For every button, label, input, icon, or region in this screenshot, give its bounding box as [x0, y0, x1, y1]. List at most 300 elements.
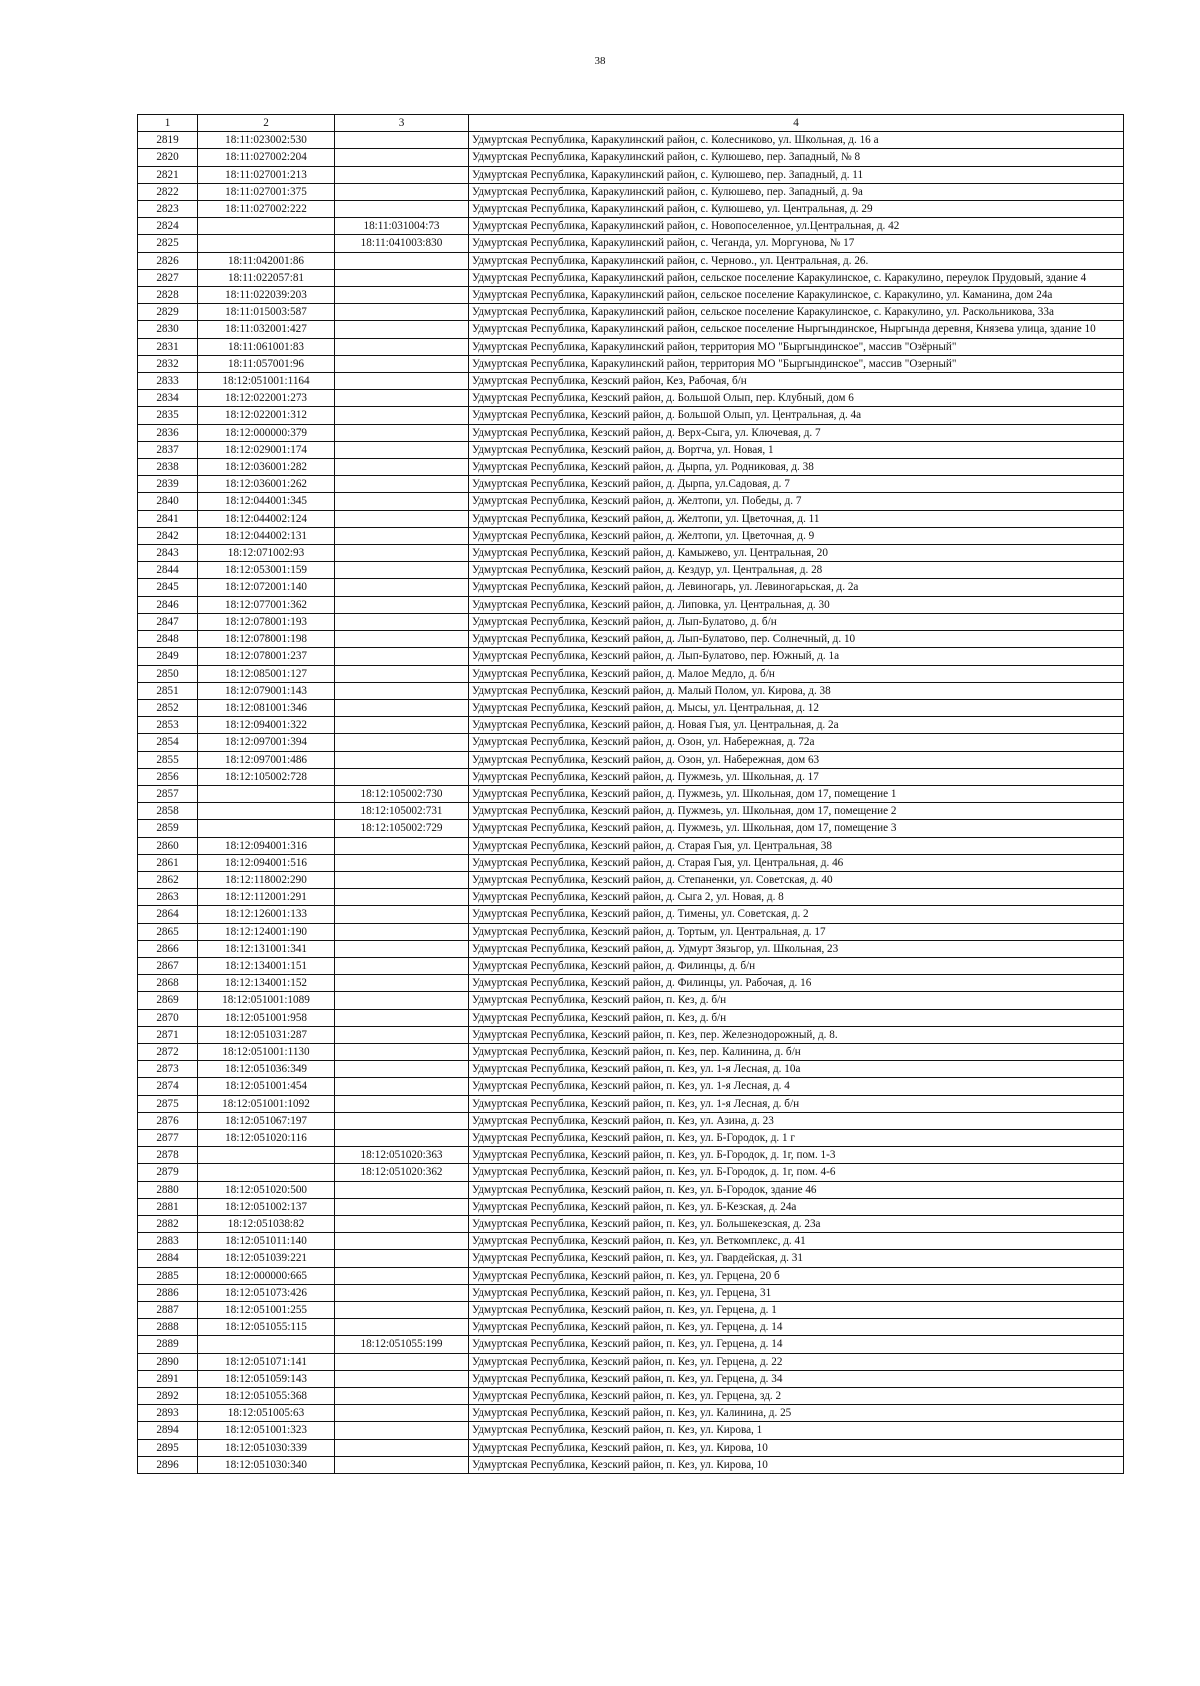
row-number-cell: 2864 — [138, 906, 198, 923]
row-number-cell: 2883 — [138, 1233, 198, 1250]
cadastral-number-cell: 18:12:124001:190 — [198, 923, 335, 940]
table-row — [138, 871, 1124, 888]
table-row — [138, 373, 1124, 390]
row-number-cell: 2891 — [138, 1370, 198, 1387]
row-number-cell: 2884 — [138, 1250, 198, 1267]
address-cell: Удмуртская Республика, Кезский район, п. Кез, ул. Герцена, д. 14 — [469, 1336, 1124, 1353]
premises-cadastral-number-cell — [335, 1302, 469, 1319]
row-number-cell: 2894 — [138, 1422, 198, 1439]
table-row — [138, 957, 1124, 974]
premises-cadastral-number-cell — [335, 183, 469, 200]
table-row — [138, 785, 1124, 802]
cadastral-number-cell: 18:11:023002:530 — [198, 132, 335, 149]
row-number-cell: 2821 — [138, 166, 198, 183]
premises-cadastral-number-cell — [335, 424, 469, 441]
address-cell: Удмуртская Республика, Кезский район, д. Старая Гыя, ул. Центральная, д. 46 — [469, 854, 1124, 871]
premises-cadastral-number-cell — [335, 1009, 469, 1026]
address-cell: Удмуртская Республика, Кезский район, д. Большой Олып, ул. Центральная, д. 4а — [469, 407, 1124, 424]
cadastral-number-cell: 18:12:051039:221 — [198, 1250, 335, 1267]
cadastral-number-cell: 18:12:053001:159 — [198, 562, 335, 579]
premises-cadastral-number-cell — [335, 682, 469, 699]
address-cell: Удмуртская Республика, Кезский район, п. Кез, ул. Б-Городок, здание 46 — [469, 1181, 1124, 1198]
row-number-cell: 2870 — [138, 1009, 198, 1026]
premises-cadastral-number-cell — [335, 304, 469, 321]
address-cell: Удмуртская Республика, Каракулинский район, с. Новопоселенное, ул.Центральная, д. 42 — [469, 218, 1124, 235]
table-row — [138, 906, 1124, 923]
row-number-cell: 2853 — [138, 717, 198, 734]
premises-cadastral-number-cell — [335, 889, 469, 906]
address-cell: Удмуртская Республика, Каракулинский район, территория МО "Быргындинское", массив "Озерный" — [469, 355, 1124, 372]
row-number-cell: 2863 — [138, 889, 198, 906]
cadastral-number-cell: 18:12:051055:115 — [198, 1319, 335, 1336]
table-row — [138, 183, 1124, 200]
column-header-2: 2 — [198, 115, 335, 132]
address-cell: Удмуртская Республика, Каракулинский район, сельское поселение Каракулинское, с. Каракулино, ул. Каманина, дом 24а — [469, 287, 1124, 304]
premises-cadastral-number-cell — [335, 854, 469, 871]
cadastral-number-cell: 18:12:051005:63 — [198, 1405, 335, 1422]
address-cell: Удмуртская Республика, Каракулинский район, с. Кулюшево, пер. Западный, д. 11 — [469, 166, 1124, 183]
row-number-cell: 2872 — [138, 1043, 198, 1060]
cadastral-number-cell: 18:12:051031:287 — [198, 1026, 335, 1043]
property-registry-table — [137, 114, 1124, 1474]
address-cell: Удмуртская Республика, Кезский район, д. Филинцы, д. б/н — [469, 957, 1124, 974]
row-number-cell: 2845 — [138, 579, 198, 596]
cadastral-number-cell — [198, 785, 335, 802]
header-row — [138, 115, 1124, 132]
table-row — [138, 820, 1124, 837]
premises-cadastral-number-cell: 18:11:041003:830 — [335, 235, 469, 252]
cadastral-number-cell: 18:12:051030:339 — [198, 1439, 335, 1456]
table-row — [138, 1164, 1124, 1181]
address-cell: Удмуртская Республика, Кезский район, д. Малый Полом, ул. Кирова, д. 38 — [469, 682, 1124, 699]
column-header-3: 3 — [335, 115, 469, 132]
cadastral-number-cell — [198, 235, 335, 252]
address-cell: Удмуртская Республика, Кезский район, п. Кез, ул. 1-я Лесная, д. б/н — [469, 1095, 1124, 1112]
address-cell: Удмуртская Республика, Кезский район, д. Лып-Булатово, пер. Солнечный, д. 10 — [469, 631, 1124, 648]
address-cell: Удмуртская Республика, Кезский район, д. Кездур, ул. Центральная, д. 28 — [469, 562, 1124, 579]
cadastral-number-cell: 18:12:051038:82 — [198, 1216, 335, 1233]
row-number-cell: 2874 — [138, 1078, 198, 1095]
row-number-cell: 2838 — [138, 459, 198, 476]
table-row — [138, 1370, 1124, 1387]
address-cell: Удмуртская Республика, Кезский район, д. Большой Олып, пер. Клубный, дом 6 — [469, 390, 1124, 407]
premises-cadastral-number-cell: 18:12:105002:730 — [335, 785, 469, 802]
row-number-cell: 2824 — [138, 218, 198, 235]
address-cell: Удмуртская Республика, Кезский район, п. Кез, д. б/н — [469, 992, 1124, 1009]
address-cell: Удмуртская Республика, Кезский район, д. Тортым, ул. Центральная, д. 17 — [469, 923, 1124, 940]
table-row — [138, 1422, 1124, 1439]
row-number-cell: 2882 — [138, 1216, 198, 1233]
row-number-cell: 2862 — [138, 871, 198, 888]
table-row — [138, 562, 1124, 579]
row-number-cell: 2842 — [138, 527, 198, 544]
table-row — [138, 579, 1124, 596]
row-number-cell: 2878 — [138, 1147, 198, 1164]
address-cell: Удмуртская Республика, Кезский район, п. Кез, д. б/н — [469, 1009, 1124, 1026]
row-number-cell: 2871 — [138, 1026, 198, 1043]
premises-cadastral-number-cell — [335, 871, 469, 888]
address-cell: Удмуртская Республика, Кезский район, п. Кез, ул. Б-Городок, д. 1 г — [469, 1129, 1124, 1146]
row-number-cell: 2881 — [138, 1198, 198, 1215]
premises-cadastral-number-cell — [335, 287, 469, 304]
address-cell: Удмуртская Республика, Кезский район, д. Пужмезь, ул. Школьная, д. 17 — [469, 768, 1124, 785]
table-row — [138, 596, 1124, 613]
table-row — [138, 527, 1124, 544]
cadastral-number-cell: 18:12:051001:1089 — [198, 992, 335, 1009]
table-row — [138, 1129, 1124, 1146]
cadastral-number-cell: 18:12:134001:151 — [198, 957, 335, 974]
premises-cadastral-number-cell — [335, 441, 469, 458]
premises-cadastral-number-cell — [335, 768, 469, 785]
table-row — [138, 321, 1124, 338]
address-cell: Удмуртская Республика, Кезский район, п. Кез, ул. Азина, д. 23 — [469, 1112, 1124, 1129]
premises-cadastral-number-cell — [335, 269, 469, 286]
address-cell: Удмуртская Республика, Кезский район, п. Кез, ул. Герцена, д. 1 — [469, 1302, 1124, 1319]
premises-cadastral-number-cell — [335, 132, 469, 149]
address-cell: Удмуртская Республика, Кезский район, д. Вортча, ул. Новая, 1 — [469, 441, 1124, 458]
table-row — [138, 510, 1124, 527]
table-row — [138, 682, 1124, 699]
table-row — [138, 235, 1124, 252]
address-cell: Удмуртская Республика, Кезский район, д. Желтопи, ул. Победы, д. 7 — [469, 493, 1124, 510]
cadastral-number-cell: 18:12:072001:140 — [198, 579, 335, 596]
table-row — [138, 1061, 1124, 1078]
cadastral-number-cell: 18:12:051073:426 — [198, 1284, 335, 1301]
premises-cadastral-number-cell — [335, 992, 469, 1009]
premises-cadastral-number-cell — [335, 613, 469, 630]
row-number-cell: 2822 — [138, 183, 198, 200]
premises-cadastral-number-cell — [335, 545, 469, 562]
row-number-cell: 2893 — [138, 1405, 198, 1422]
address-cell: Удмуртская Республика, Кезский район, Кез, Рабочая, б/н — [469, 373, 1124, 390]
row-number-cell: 2858 — [138, 803, 198, 820]
table-row — [138, 1233, 1124, 1250]
table-row — [138, 1302, 1124, 1319]
row-number-cell: 2896 — [138, 1456, 198, 1473]
table-row — [138, 613, 1124, 630]
address-cell: Удмуртская Республика, Кезский район, д. Степаненки, ул. Советская, д. 40 — [469, 871, 1124, 888]
cadastral-number-cell: 18:12:051001:958 — [198, 1009, 335, 1026]
cadastral-number-cell: 18:12:022001:273 — [198, 390, 335, 407]
table-row — [138, 751, 1124, 768]
row-number-cell: 2823 — [138, 201, 198, 218]
row-number-cell: 2865 — [138, 923, 198, 940]
cadastral-number-cell: 18:12:112001:291 — [198, 889, 335, 906]
row-number-cell: 2827 — [138, 269, 198, 286]
cadastral-number-cell: 18:12:000000:379 — [198, 424, 335, 441]
cadastral-number-cell: 18:12:094001:322 — [198, 717, 335, 734]
address-cell: Удмуртская Республика, Кезский район, п. Кез, ул. Калинина, д. 25 — [469, 1405, 1124, 1422]
cadastral-number-cell: 18:12:051020:116 — [198, 1129, 335, 1146]
cadastral-number-cell: 18:12:051071:141 — [198, 1353, 335, 1370]
cadastral-number-cell: 18:12:036001:282 — [198, 459, 335, 476]
row-number-cell: 2831 — [138, 338, 198, 355]
premises-cadastral-number-cell — [335, 407, 469, 424]
cadastral-number-cell: 18:12:051030:340 — [198, 1456, 335, 1473]
cadastral-number-cell — [198, 803, 335, 820]
premises-cadastral-number-cell — [335, 1061, 469, 1078]
row-number-cell: 2844 — [138, 562, 198, 579]
address-cell: Удмуртская Республика, Кезский район, п. Кез, ул. Б-Кезская, д. 24а — [469, 1198, 1124, 1215]
table-row — [138, 734, 1124, 751]
row-number-cell: 2829 — [138, 304, 198, 321]
table-row — [138, 545, 1124, 562]
cadastral-number-cell: 18:12:051020:500 — [198, 1181, 335, 1198]
premises-cadastral-number-cell — [335, 579, 469, 596]
premises-cadastral-number-cell — [335, 1388, 469, 1405]
address-cell: Удмуртская Республика, Каракулинский район, с. Кулюшево, пер. Западный, № 8 — [469, 149, 1124, 166]
premises-cadastral-number-cell — [335, 1405, 469, 1422]
premises-cadastral-number-cell — [335, 665, 469, 682]
row-number-cell: 2836 — [138, 424, 198, 441]
address-cell: Удмуртская Республика, Кезский район, п. Кез, пер. Калинина, д. б/н — [469, 1043, 1124, 1060]
address-cell: Удмуртская Республика, Кезский район, д. Тимены, ул. Советская, д. 2 — [469, 906, 1124, 923]
table-row — [138, 252, 1124, 269]
cadastral-number-cell — [198, 1147, 335, 1164]
premises-cadastral-number-cell — [335, 837, 469, 854]
address-cell: Удмуртская Республика, Кезский район, п. Кез, ул. Большекезская, д. 23а — [469, 1216, 1124, 1233]
address-cell: Удмуртская Республика, Кезский район, п. Кез, ул. Герцена, д. 34 — [469, 1370, 1124, 1387]
cadastral-number-cell: 18:11:042001:86 — [198, 252, 335, 269]
cadastral-number-cell: 18:12:097001:486 — [198, 751, 335, 768]
row-number-cell: 2888 — [138, 1319, 198, 1336]
cadastral-number-cell: 18:12:036001:262 — [198, 476, 335, 493]
row-number-cell: 2877 — [138, 1129, 198, 1146]
address-cell: Удмуртская Республика, Каракулинский район, территория МО "Быргындинское", массив "Озёрный" — [469, 338, 1124, 355]
page-number: 38 — [594, 55, 606, 67]
table-row — [138, 631, 1124, 648]
cadastral-number-cell: 18:12:029001:174 — [198, 441, 335, 458]
cadastral-number-cell: 18:12:051001:454 — [198, 1078, 335, 1095]
cadastral-number-cell: 18:11:027002:222 — [198, 201, 335, 218]
table-row — [138, 1319, 1124, 1336]
row-number-cell: 2873 — [138, 1061, 198, 1078]
premises-cadastral-number-cell — [335, 476, 469, 493]
table-row — [138, 424, 1124, 441]
premises-cadastral-number-cell — [335, 1422, 469, 1439]
address-cell: Удмуртская Республика, Кезский район, д. Старая Гыя, ул. Центральная, 38 — [469, 837, 1124, 854]
row-number-cell: 2861 — [138, 854, 198, 871]
row-number-cell: 2820 — [138, 149, 198, 166]
premises-cadastral-number-cell — [335, 527, 469, 544]
cadastral-number-cell: 18:12:134001:152 — [198, 975, 335, 992]
address-cell: Удмуртская Республика, Кезский район, п. Кез, ул. Б-Городок, д. 1г, пом. 1-3 — [469, 1147, 1124, 1164]
premises-cadastral-number-cell — [335, 717, 469, 734]
premises-cadastral-number-cell: 18:12:105002:731 — [335, 803, 469, 820]
table-row — [138, 1456, 1124, 1473]
cadastral-number-cell: 18:12:105002:728 — [198, 768, 335, 785]
premises-cadastral-number-cell — [335, 390, 469, 407]
row-number-cell: 2847 — [138, 613, 198, 630]
premises-cadastral-number-cell — [335, 1284, 469, 1301]
table-body — [138, 132, 1124, 1474]
table-row — [138, 889, 1124, 906]
table-row — [138, 1267, 1124, 1284]
row-number-cell: 2839 — [138, 476, 198, 493]
cadastral-number-cell: 18:11:032001:427 — [198, 321, 335, 338]
row-number-cell: 2866 — [138, 940, 198, 957]
address-cell: Удмуртская Республика, Кезский район, д. Филинцы, ул. Рабочая, д. 16 — [469, 975, 1124, 992]
row-number-cell: 2841 — [138, 510, 198, 527]
cadastral-number-cell: 18:12:081001:346 — [198, 699, 335, 716]
cadastral-number-cell: 18:12:051002:137 — [198, 1198, 335, 1215]
table-row — [138, 476, 1124, 493]
address-cell: Удмуртская Республика, Кезский район, д. Пужмезь, ул. Школьная, дом 17, помещение 1 — [469, 785, 1124, 802]
table-row — [138, 390, 1124, 407]
premises-cadastral-number-cell — [335, 1353, 469, 1370]
row-number-cell: 2869 — [138, 992, 198, 1009]
row-number-cell: 2857 — [138, 785, 198, 802]
premises-cadastral-number-cell — [335, 321, 469, 338]
premises-cadastral-number-cell — [335, 1370, 469, 1387]
row-number-cell: 2859 — [138, 820, 198, 837]
premises-cadastral-number-cell — [335, 355, 469, 372]
premises-cadastral-number-cell: 18:11:031004:73 — [335, 218, 469, 235]
cadastral-number-cell: 18:12:044002:131 — [198, 527, 335, 544]
table-row — [138, 1026, 1124, 1043]
premises-cadastral-number-cell — [335, 1043, 469, 1060]
cadastral-number-cell: 18:12:126001:133 — [198, 906, 335, 923]
cadastral-number-cell: 18:12:051036:349 — [198, 1061, 335, 1078]
address-cell: Удмуртская Республика, Кезский район, д. Лып-Булатово, пер. Южный, д. 1а — [469, 648, 1124, 665]
cadastral-number-cell: 18:12:085001:127 — [198, 665, 335, 682]
table-row — [138, 665, 1124, 682]
table-row — [138, 992, 1124, 1009]
premises-cadastral-number-cell — [335, 734, 469, 751]
row-number-cell: 2854 — [138, 734, 198, 751]
row-number-cell: 2852 — [138, 699, 198, 716]
table-row — [138, 803, 1124, 820]
address-cell: Удмуртская Республика, Кезский район, п. Кез, ул. 1-я Лесная, д. 10а — [469, 1061, 1124, 1078]
cadastral-number-cell: 18:12:094001:516 — [198, 854, 335, 871]
cadastral-number-cell: 18:12:051059:143 — [198, 1370, 335, 1387]
premises-cadastral-number-cell — [335, 906, 469, 923]
cadastral-number-cell: 18:12:094001:316 — [198, 837, 335, 854]
table-row — [138, 1388, 1124, 1405]
cadastral-number-cell: 18:11:015003:587 — [198, 304, 335, 321]
cadastral-number-cell: 18:12:051067:197 — [198, 1112, 335, 1129]
premises-cadastral-number-cell — [335, 1129, 469, 1146]
cadastral-number-cell: 18:12:097001:394 — [198, 734, 335, 751]
row-number-cell: 2843 — [138, 545, 198, 562]
cadastral-number-cell: 18:12:000000:665 — [198, 1267, 335, 1284]
premises-cadastral-number-cell — [335, 1216, 469, 1233]
address-cell: Удмуртская Республика, Каракулинский район, с. Чеганда, ул. Моргунова, № 17 — [469, 235, 1124, 252]
premises-cadastral-number-cell: 18:12:105002:729 — [335, 820, 469, 837]
cadastral-number-cell: 18:11:027001:375 — [198, 183, 335, 200]
premises-cadastral-number-cell — [335, 631, 469, 648]
address-cell: Удмуртская Республика, Кезский район, д. Мысы, ул. Центральная, д. 12 — [469, 699, 1124, 716]
premises-cadastral-number-cell — [335, 975, 469, 992]
premises-cadastral-number-cell — [335, 201, 469, 218]
cadastral-number-cell: 18:12:022001:312 — [198, 407, 335, 424]
row-number-cell: 2875 — [138, 1095, 198, 1112]
table-row — [138, 201, 1124, 218]
address-cell: Удмуртская Республика, Кезский район, д. Озон, ул. Набережная, д. 72а — [469, 734, 1124, 751]
table-row — [138, 648, 1124, 665]
row-number-cell: 2849 — [138, 648, 198, 665]
premises-cadastral-number-cell — [335, 1456, 469, 1473]
row-number-cell: 2892 — [138, 1388, 198, 1405]
premises-cadastral-number-cell — [335, 1078, 469, 1095]
address-cell: Удмуртская Республика, Кезский район, д. Сыга 2, ул. Новая, д. 8 — [469, 889, 1124, 906]
address-cell: Удмуртская Республика, Кезский район, д. Желтопи, ул. Цветочная, д. 11 — [469, 510, 1124, 527]
address-cell: Удмуртская Республика, Кезский район, д. Удмурт Зязьгор, ул. Школьная, 23 — [469, 940, 1124, 957]
table-row — [138, 269, 1124, 286]
premises-cadastral-number-cell — [335, 1319, 469, 1336]
address-cell: Удмуртская Республика, Кезский район, п. Кез, ул. Герцена, 31 — [469, 1284, 1124, 1301]
address-cell: Удмуртская Республика, Каракулинский район, с. Черново., ул. Центральная, д. 26. — [469, 252, 1124, 269]
table-row — [138, 1043, 1124, 1060]
cadastral-number-cell: 18:12:071002:93 — [198, 545, 335, 562]
row-number-cell: 2850 — [138, 665, 198, 682]
row-number-cell: 2840 — [138, 493, 198, 510]
table-row — [138, 407, 1124, 424]
address-cell: Удмуртская Республика, Кезский район, д. Желтопи, ул. Цветочная, д. 9 — [469, 527, 1124, 544]
table-row — [138, 441, 1124, 458]
cadastral-number-cell: 18:12:078001:198 — [198, 631, 335, 648]
address-cell: Удмуртская Республика, Кезский район, п. Кез, пер. Железнодорожный, д. 8. — [469, 1026, 1124, 1043]
table-row — [138, 923, 1124, 940]
premises-cadastral-number-cell — [335, 1181, 469, 1198]
table-row — [138, 1250, 1124, 1267]
premises-cadastral-number-cell — [335, 1250, 469, 1267]
row-number-cell: 2860 — [138, 837, 198, 854]
row-number-cell: 2889 — [138, 1336, 198, 1353]
premises-cadastral-number-cell — [335, 373, 469, 390]
premises-cadastral-number-cell — [335, 1112, 469, 1129]
table-row — [138, 166, 1124, 183]
row-number-cell: 2895 — [138, 1439, 198, 1456]
table-header — [138, 115, 1124, 132]
cadastral-number-cell: 18:12:131001:341 — [198, 940, 335, 957]
address-cell: Удмуртская Республика, Кезский район, п. Кез, ул. Кирова, 10 — [469, 1439, 1124, 1456]
address-cell: Удмуртская Республика, Кезский район, д. Липовка, ул. Центральная, д. 30 — [469, 596, 1124, 613]
address-cell: Удмуртская Республика, Кезский район, п. Кез, ул. Гвардейская, д. 31 — [469, 1250, 1124, 1267]
row-number-cell: 2846 — [138, 596, 198, 613]
address-cell: Удмуртская Республика, Кезский район, д. Левиногарь, ул. Левиногарьская, д. 2а — [469, 579, 1124, 596]
premises-cadastral-number-cell — [335, 166, 469, 183]
premises-cadastral-number-cell — [335, 940, 469, 957]
table-row — [138, 1216, 1124, 1233]
premises-cadastral-number-cell — [335, 699, 469, 716]
row-number-cell: 2885 — [138, 1267, 198, 1284]
table-row — [138, 768, 1124, 785]
table-row — [138, 1198, 1124, 1215]
row-number-cell: 2819 — [138, 132, 198, 149]
row-number-cell: 2825 — [138, 235, 198, 252]
cadastral-number-cell — [198, 218, 335, 235]
cadastral-number-cell: 18:11:061001:83 — [198, 338, 335, 355]
cadastral-number-cell: 18:11:027002:204 — [198, 149, 335, 166]
table-row — [138, 132, 1124, 149]
table-row — [138, 1405, 1124, 1422]
row-number-cell: 2834 — [138, 390, 198, 407]
premises-cadastral-number-cell — [335, 1267, 469, 1284]
address-cell: Удмуртская Республика, Кезский район, д. Дырпа, ул. Родниковая, д. 38 — [469, 459, 1124, 476]
row-number-cell: 2851 — [138, 682, 198, 699]
row-number-cell: 2856 — [138, 768, 198, 785]
premises-cadastral-number-cell — [335, 1198, 469, 1215]
column-header-1: 1 — [138, 115, 198, 132]
table-row — [138, 493, 1124, 510]
row-number-cell: 2837 — [138, 441, 198, 458]
table-row — [138, 1095, 1124, 1112]
table-row — [138, 218, 1124, 235]
row-number-cell: 2833 — [138, 373, 198, 390]
cadastral-number-cell: 18:11:022057:81 — [198, 269, 335, 286]
cadastral-number-cell — [198, 820, 335, 837]
